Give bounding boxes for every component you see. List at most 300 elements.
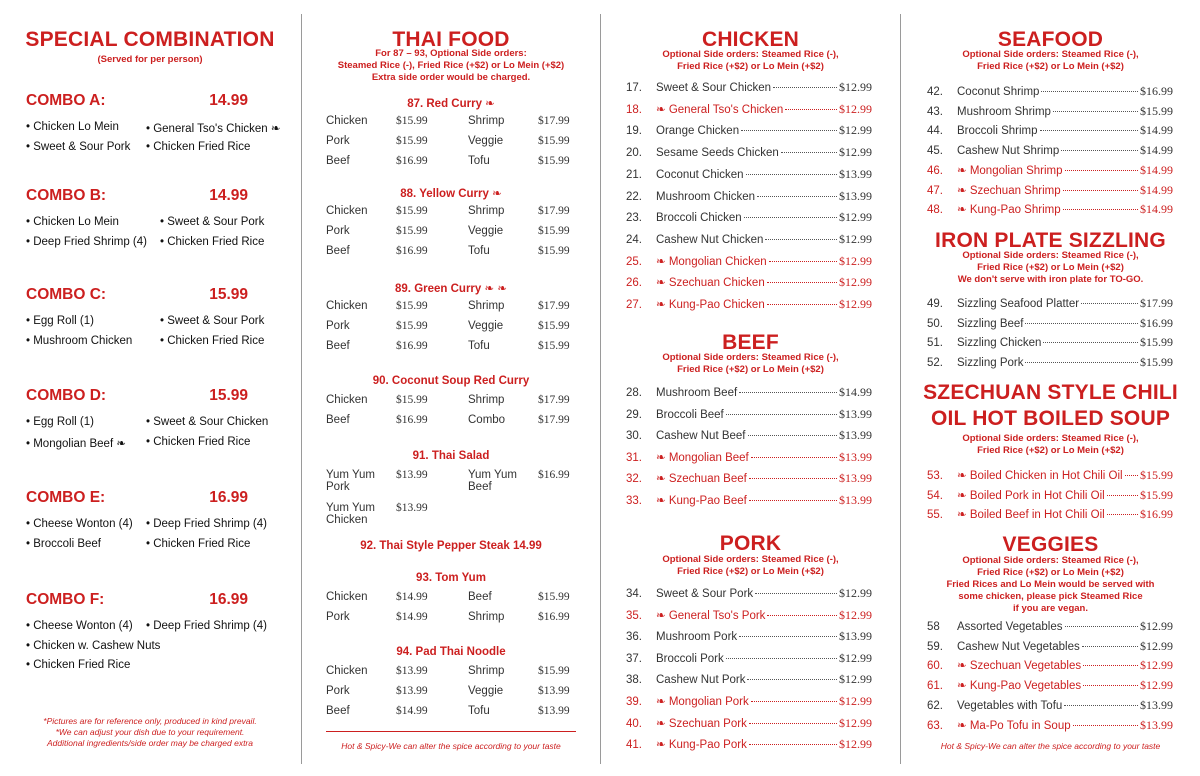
item-name: Orange Chicken bbox=[656, 125, 740, 138]
combo-item: • Mushroom Chicken bbox=[26, 334, 133, 347]
item-number: 53. bbox=[927, 470, 943, 482]
item-number: 52. bbox=[927, 357, 943, 370]
combo-name: COMBO C: bbox=[26, 286, 107, 303]
item-name: ❧ Mongolian Pork bbox=[656, 696, 749, 708]
menu-item-row bbox=[626, 608, 872, 624]
combo-footnote-line: Additional ingredients/side order may be charged extra bbox=[46, 738, 253, 748]
item-number: 17. bbox=[626, 82, 642, 94]
item-price: $16.99 bbox=[1140, 84, 1173, 98]
thai-item-name: Chicken bbox=[326, 115, 368, 127]
item-number: 61. bbox=[927, 680, 943, 693]
menu-item-row bbox=[626, 428, 872, 444]
item-number: 38. bbox=[626, 674, 642, 687]
menu-item-row bbox=[927, 355, 1173, 371]
item-price: $15.99 bbox=[1140, 487, 1173, 502]
item-number: 31. bbox=[626, 451, 642, 464]
item-name: Broccoli Pork bbox=[656, 652, 724, 665]
veggies-note bbox=[901, 555, 1200, 615]
combo-header bbox=[26, 591, 276, 609]
item-price: $12.99 bbox=[839, 253, 872, 268]
menu-item-row bbox=[927, 639, 1173, 655]
menu-item-row bbox=[927, 619, 1173, 635]
item-price: $12.99 bbox=[839, 231, 872, 246]
sizzling-note-line: Optional Side orders: Steamed Rice (-), bbox=[962, 250, 1139, 261]
item-number: 63. bbox=[927, 719, 943, 732]
item-name: ❧ Boiled Beef in Hot Chili Oil bbox=[957, 509, 1105, 521]
item-name: Mushroom Shrimp bbox=[957, 105, 1051, 118]
item-price: $13.99 bbox=[839, 629, 872, 644]
thai-item-name: Shrimp bbox=[468, 394, 505, 406]
dot-leader bbox=[1064, 705, 1138, 706]
menu-item-row bbox=[927, 183, 1173, 199]
thai-section-title: 91. Thai Salad bbox=[412, 450, 490, 462]
thai-note bbox=[302, 48, 600, 84]
item-number: 62. bbox=[927, 699, 943, 712]
item-price: $13.99 bbox=[839, 406, 872, 421]
menu-item-row bbox=[626, 80, 872, 96]
dot-leader bbox=[751, 457, 837, 458]
thai-item-name: Combo bbox=[468, 414, 506, 426]
item-number: 50. bbox=[927, 317, 943, 330]
thai-section-title: 92. Thai Style Pepper Steak 14.99 bbox=[360, 540, 542, 552]
thai-item-name: Yum Yum Beef bbox=[468, 469, 518, 493]
item-number: 36. bbox=[626, 631, 642, 644]
combo-item: • Chicken Lo Mein bbox=[26, 216, 119, 228]
veggies-note-line: Fried Rice (+$2) or Lo Mein (+$2) bbox=[977, 567, 1124, 578]
thai-item-price: $15.99 bbox=[396, 205, 428, 217]
thai-item-price: $15.99 bbox=[396, 225, 428, 237]
pork-note bbox=[601, 554, 900, 578]
item-price: $12.99 bbox=[1140, 678, 1173, 693]
dot-leader bbox=[1107, 495, 1138, 496]
dot-leader bbox=[1063, 209, 1138, 210]
combo-header bbox=[26, 286, 276, 304]
menu-item-row bbox=[927, 678, 1173, 694]
menu-item-row bbox=[626, 254, 872, 270]
thai-note-line: Extra side order would be charged. bbox=[371, 72, 531, 83]
thai-item-price: $13.99 bbox=[538, 705, 570, 717]
item-name: Broccoli Shrimp bbox=[957, 125, 1038, 138]
item-name: Cashew Nut Chicken bbox=[656, 233, 764, 246]
thai-item-name: Beef bbox=[468, 591, 492, 603]
thai-item-name: Shrimp bbox=[468, 115, 505, 127]
item-price: $13.99 bbox=[1140, 697, 1173, 712]
veggies-note-line: some chicken, please pick Steamed Rice bbox=[958, 591, 1143, 602]
item-number: 26. bbox=[626, 277, 642, 290]
menu-item-row bbox=[626, 450, 872, 466]
item-number: 60. bbox=[927, 660, 943, 673]
menu-item-row bbox=[927, 104, 1173, 120]
dot-leader bbox=[746, 174, 837, 175]
combo-item: • Chicken Fried Rice bbox=[160, 235, 265, 248]
item-name: ❧ Mongolian Shrimp bbox=[957, 164, 1063, 177]
thai-item-name: Pork bbox=[326, 225, 350, 237]
thai-item-name: Chicken bbox=[326, 591, 368, 603]
thai-hot-note: Hot & Spicy-We can alter the spice according to your taste bbox=[341, 741, 561, 751]
dot-leader bbox=[1063, 190, 1138, 191]
thai-section-title: 93. Tom Yum bbox=[416, 572, 486, 584]
combo-item: • Broccoli Beef bbox=[26, 537, 101, 550]
beef-note-line: Optional Side orders: Steamed Rice (-), bbox=[662, 352, 839, 363]
menu-item-row bbox=[927, 468, 1173, 484]
thai-item-price: $15.99 bbox=[538, 591, 570, 603]
combo-footnote-line: *We can adjust your dish due to your requirement. bbox=[55, 727, 245, 737]
item-name: ❧ Szechuan Pork bbox=[656, 717, 747, 730]
item-number: 46. bbox=[927, 164, 943, 177]
item-name: ❧ Ma-Po Tofu in Soup bbox=[957, 719, 1071, 732]
thai-item-name: Pork bbox=[326, 135, 350, 147]
combo-subtitle: (Served for per person) bbox=[97, 54, 203, 65]
dot-leader bbox=[785, 109, 837, 110]
veggies-note-line: if you are vegan. bbox=[1013, 603, 1088, 614]
thai-item-name: Pork bbox=[326, 320, 350, 332]
combo-item: • Chicken w. Cashew Nuts bbox=[26, 639, 161, 652]
thai-item-price: $15.99 bbox=[396, 300, 428, 312]
veggies-title: VEGGIES bbox=[1002, 533, 1099, 556]
thai-section-title: 87. Red Curry ❧ bbox=[407, 98, 495, 110]
item-price: $14.99 bbox=[1140, 123, 1173, 138]
veggies-note-line: Optional Side orders: Steamed Rice (-), bbox=[962, 555, 1139, 566]
dot-leader bbox=[749, 723, 837, 724]
item-number: 59. bbox=[927, 640, 943, 653]
combo-footnote bbox=[0, 716, 300, 749]
item-name: Assorted Vegetables bbox=[957, 621, 1063, 633]
combo-item: • Chicken Fried Rice bbox=[146, 435, 251, 448]
item-price: $16.99 bbox=[1140, 507, 1173, 521]
soup-note-line: Fried Rice (+$2) or Lo Mein (+$2) bbox=[977, 445, 1124, 456]
pork-note-line: Optional Side orders: Steamed Rice (-), bbox=[662, 554, 839, 565]
item-name: Cashew Nut Pork bbox=[656, 674, 746, 687]
menu-item-row bbox=[927, 718, 1173, 734]
thai-note-line: Steamed Rice (-), Fried Rice (+$2) or Lo Mein (+$2) bbox=[337, 60, 565, 71]
thai-item-price: $15.99 bbox=[538, 320, 570, 332]
item-number: 43. bbox=[927, 105, 943, 118]
dot-leader bbox=[773, 87, 837, 88]
combo-item: • General Tso's Chicken ❧ bbox=[146, 123, 281, 135]
menu-item-row bbox=[626, 651, 872, 667]
item-name: Sizzling Beef bbox=[957, 317, 1024, 330]
item-name: ❧ General Tso's Chicken bbox=[656, 103, 784, 116]
combo-price: 16.99 bbox=[209, 591, 248, 608]
dot-leader bbox=[1061, 150, 1138, 151]
item-name: ❧ Szechuan Shrimp bbox=[957, 184, 1061, 197]
dot-leader bbox=[747, 679, 837, 680]
combo-price: 14.99 bbox=[209, 92, 248, 109]
thai-item-name: Pork bbox=[326, 685, 350, 697]
item-price: $14.99 bbox=[1140, 202, 1173, 217]
item-name: ❧ Mongolian Chicken bbox=[656, 255, 767, 268]
item-price: $12.99 bbox=[1140, 619, 1173, 633]
menu-item-row bbox=[927, 488, 1173, 504]
dot-leader bbox=[739, 392, 837, 393]
menu-item-row bbox=[626, 672, 872, 688]
item-name: Sesame Seeds Chicken bbox=[656, 147, 779, 160]
combo-header bbox=[26, 92, 276, 110]
item-name: Cashew Nut Shrimp bbox=[957, 145, 1060, 158]
item-price: $16.99 bbox=[1140, 315, 1173, 330]
item-number: 33. bbox=[626, 494, 642, 507]
menu-item-row bbox=[626, 297, 872, 313]
item-number: 40. bbox=[626, 717, 642, 730]
item-price: $13.99 bbox=[1140, 717, 1173, 732]
item-number: 58 bbox=[927, 621, 940, 633]
item-price: $12.99 bbox=[839, 210, 872, 225]
combo-header bbox=[26, 187, 276, 205]
menu-item-row bbox=[626, 232, 872, 248]
thai-item-price: $16.99 bbox=[538, 611, 570, 623]
combo-item: • Sweet & Sour Pork bbox=[160, 216, 265, 228]
item-name: Sizzling Seafood Platter bbox=[957, 298, 1080, 310]
thai-item-price: $17.99 bbox=[538, 394, 570, 406]
thai-section-title: 89. Green Curry ❧ ❧ bbox=[395, 283, 507, 295]
thai-item-name: Shrimp bbox=[468, 205, 505, 217]
dot-leader bbox=[767, 282, 837, 283]
item-name: Mushroom Chicken bbox=[656, 190, 756, 203]
dot-leader bbox=[749, 500, 837, 501]
combo-item: • Cheese Wonton (4) bbox=[26, 518, 133, 530]
thai-item-name: Chicken bbox=[326, 665, 368, 677]
item-number: 21. bbox=[626, 168, 642, 181]
item-price: $12.99 bbox=[839, 607, 872, 622]
chicken-note bbox=[601, 49, 900, 73]
menu-item-row bbox=[927, 84, 1173, 100]
menu-item-row bbox=[626, 123, 872, 139]
item-name: ❧ Kung-Pao Chicken bbox=[656, 299, 765, 311]
item-number: 18. bbox=[626, 103, 642, 116]
pork-title: PORK bbox=[719, 532, 782, 555]
item-name: ❧ Szechuan Chicken bbox=[656, 277, 765, 290]
item-name: ❧ Kung-Pao Shrimp bbox=[957, 204, 1061, 217]
menu-item-row bbox=[927, 143, 1173, 159]
item-name: ❧ Boiled Pork in Hot Chili Oil bbox=[957, 489, 1105, 502]
veggies-note-line: Fried Rices and Lo Mein would be served with bbox=[946, 579, 1155, 590]
soup-title-line2: OIL HOT BOILED SOUP bbox=[930, 407, 1171, 430]
item-price: $12.99 bbox=[839, 737, 872, 752]
combo-item: • Mongolian Beef ❧ bbox=[26, 437, 126, 450]
menu-item-row bbox=[626, 189, 872, 205]
combo-item: • Chicken Fried Rice bbox=[146, 140, 251, 153]
dot-leader bbox=[1025, 323, 1138, 324]
item-number: 44. bbox=[927, 125, 943, 138]
beef-title: BEEF bbox=[722, 331, 779, 354]
thai-item-price: $14.99 bbox=[396, 705, 428, 717]
thai-item-price: $14.99 bbox=[396, 611, 428, 623]
menu-item-row bbox=[626, 167, 872, 183]
combo-column bbox=[0, 0, 300, 776]
item-price: $15.99 bbox=[1140, 103, 1173, 118]
item-name: Broccoli Chicken bbox=[656, 212, 742, 225]
thai-item-name: Chicken bbox=[326, 300, 368, 312]
thai-item-name: Chicken bbox=[326, 205, 368, 217]
item-name: ❧ Kung-Pao Vegetables bbox=[957, 680, 1082, 693]
seafood-note-line: Optional Side orders: Steamed Rice (-), bbox=[962, 49, 1139, 60]
thai-item-price: $15.99 bbox=[396, 135, 428, 147]
chicken-title: CHICKEN bbox=[701, 28, 800, 51]
thai-item-name: Tofu bbox=[468, 245, 490, 257]
item-number: 24. bbox=[626, 233, 642, 246]
meat-column bbox=[601, 0, 900, 776]
seafood-note bbox=[901, 49, 1200, 73]
item-price: $12.99 bbox=[839, 123, 872, 138]
beef-note-line: Fried Rice (+$2) or Lo Mein (+$2) bbox=[677, 364, 824, 375]
thai-item-name: Veggie bbox=[468, 320, 504, 332]
dot-leader bbox=[741, 130, 837, 131]
dot-leader bbox=[767, 304, 837, 305]
combo-name: COMBO F: bbox=[26, 591, 105, 608]
item-price: $12.99 bbox=[1140, 638, 1173, 653]
combo-item: • Deep Fried Shrimp (4) bbox=[146, 518, 267, 530]
chicken-note-line: Optional Side orders: Steamed Rice (-), bbox=[662, 49, 839, 60]
item-name: Sizzling Pork bbox=[957, 357, 1024, 370]
dot-leader bbox=[739, 636, 837, 637]
thai-item-price: $16.99 bbox=[396, 340, 428, 352]
dot-leader bbox=[749, 478, 837, 479]
menu-item-row bbox=[927, 335, 1173, 351]
item-price: $14.99 bbox=[1140, 162, 1173, 177]
thai-item-price: $16.99 bbox=[396, 155, 428, 167]
thai-item-price: $17.99 bbox=[538, 300, 570, 312]
dot-leader bbox=[1040, 130, 1138, 131]
item-price: $14.99 bbox=[839, 385, 872, 399]
thai-item-price: $13.99 bbox=[396, 685, 428, 697]
item-number: 23. bbox=[626, 212, 642, 225]
thai-item-name: Chicken bbox=[326, 394, 368, 406]
item-name: Vegetables with Tofu bbox=[957, 699, 1063, 712]
item-price: $12.99 bbox=[1140, 658, 1173, 673]
combo-item: • Sweet & Sour Chicken bbox=[146, 416, 269, 428]
combo-item: • Sweet & Sour Pork bbox=[160, 315, 265, 327]
menu-item-row bbox=[626, 716, 872, 732]
item-name: Coconut Chicken bbox=[656, 168, 744, 181]
combo-name: COMBO D: bbox=[26, 387, 107, 404]
item-price: $13.99 bbox=[839, 449, 872, 464]
item-number: 35. bbox=[626, 609, 642, 622]
item-number: 37. bbox=[626, 652, 642, 665]
item-price: $12.99 bbox=[839, 586, 872, 600]
dot-leader bbox=[751, 701, 837, 702]
item-price: $17.99 bbox=[1140, 296, 1173, 310]
menu-item-row bbox=[626, 493, 872, 509]
menu-item-row bbox=[626, 629, 872, 645]
menu-item-row bbox=[626, 275, 872, 291]
dot-leader bbox=[1073, 725, 1138, 726]
item-price: $13.99 bbox=[839, 428, 872, 442]
item-name: ❧ General Tso's Pork bbox=[656, 609, 766, 622]
dot-leader bbox=[1083, 665, 1138, 666]
dot-leader bbox=[1053, 111, 1138, 112]
combo-item: • Chicken Fried Rice bbox=[146, 537, 251, 550]
item-number: 19. bbox=[626, 125, 642, 138]
item-price: $14.99 bbox=[1140, 182, 1173, 197]
menu-item-row bbox=[626, 471, 872, 487]
dot-leader bbox=[1083, 685, 1138, 686]
item-number: 49. bbox=[927, 298, 943, 310]
item-price: $12.99 bbox=[839, 650, 872, 665]
item-name: Broccoli Beef bbox=[656, 408, 724, 421]
combo-name: COMBO B: bbox=[26, 187, 107, 204]
thai-item-name: Beef bbox=[326, 155, 350, 167]
item-name: Coconut Shrimp bbox=[957, 86, 1040, 98]
menu-item-row bbox=[626, 737, 872, 753]
dot-leader bbox=[1125, 475, 1138, 476]
menu-item-row bbox=[626, 586, 872, 602]
combo-title: SPECIAL COMBINATION bbox=[25, 28, 275, 51]
combo-name: COMBO E: bbox=[26, 489, 106, 506]
dot-leader bbox=[1107, 514, 1138, 515]
thai-item-name: Veggie bbox=[468, 135, 504, 147]
item-price: $12.99 bbox=[839, 275, 872, 290]
item-name: Sizzling Chicken bbox=[957, 337, 1042, 350]
item-number: 48. bbox=[927, 204, 943, 217]
item-price: $12.99 bbox=[839, 297, 872, 311]
dot-leader bbox=[769, 261, 837, 262]
dot-leader bbox=[744, 217, 837, 218]
dot-leader bbox=[781, 152, 837, 153]
combo-item: • Chicken Fried Rice bbox=[26, 659, 131, 671]
dot-leader bbox=[1082, 646, 1138, 647]
thai-item-name: Beef bbox=[326, 705, 350, 717]
chicken-note-line: Fried Rice (+$2) or Lo Mein (+$2) bbox=[677, 61, 824, 72]
dot-leader bbox=[755, 593, 837, 594]
thai-note-line: For 87 – 93, Optional Side orders: bbox=[375, 48, 527, 59]
other-column bbox=[901, 0, 1200, 776]
menu-item-row bbox=[927, 316, 1173, 332]
menu-item-row bbox=[927, 698, 1173, 714]
thai-item-price: $16.99 bbox=[396, 245, 428, 257]
combo-item: • Deep Fried Shrimp (4) bbox=[26, 235, 147, 248]
thai-item-name: Pork bbox=[326, 611, 350, 623]
item-name: Mushroom Pork bbox=[656, 631, 738, 644]
dot-leader bbox=[1041, 91, 1138, 92]
thai-item-name: Yum Yum Chicken bbox=[326, 502, 376, 526]
sizzling-note-line: We don't serve with iron plate for TO-GO. bbox=[957, 274, 1144, 285]
item-price: $15.99 bbox=[1140, 468, 1173, 482]
item-price: $12.99 bbox=[839, 715, 872, 730]
item-name: Mushroom Beef bbox=[656, 387, 738, 399]
item-price: $12.99 bbox=[839, 694, 872, 708]
menu-item-row bbox=[626, 385, 872, 401]
thai-item-price: $15.99 bbox=[396, 320, 428, 332]
item-price: $12.99 bbox=[839, 145, 872, 160]
combo-item: • Deep Fried Shrimp (4) bbox=[146, 620, 267, 632]
item-number: 55. bbox=[927, 509, 943, 521]
combo-price: 14.99 bbox=[209, 187, 248, 204]
item-price: $15.99 bbox=[1140, 355, 1173, 370]
thai-item-price: $15.99 bbox=[538, 245, 570, 257]
thai-item-price: $15.99 bbox=[396, 115, 428, 127]
combo-item: • Cheese Wonton (4) bbox=[26, 620, 133, 632]
item-price: $14.99 bbox=[1140, 143, 1173, 158]
dot-leader bbox=[1065, 626, 1139, 627]
dot-leader bbox=[767, 615, 837, 616]
menu-item-row bbox=[626, 210, 872, 226]
item-number: 29. bbox=[626, 408, 642, 421]
soup-note-line: Optional Side orders: Steamed Rice (-), bbox=[962, 433, 1139, 444]
thai-item-name: Shrimp bbox=[468, 300, 505, 312]
menu-item-row bbox=[927, 163, 1173, 179]
item-price: $13.99 bbox=[839, 188, 872, 203]
combo-item: • Chicken Lo Mein bbox=[26, 121, 119, 133]
menu-item-row bbox=[927, 296, 1173, 312]
item-name: Sweet & Sour Pork bbox=[656, 588, 754, 600]
item-number: 32. bbox=[626, 473, 642, 485]
beef-note bbox=[601, 352, 900, 376]
dot-leader bbox=[765, 239, 837, 240]
dot-leader bbox=[726, 658, 837, 659]
sizzling-note-line: Fried Rice (+$2) or Lo Mein (+$2) bbox=[977, 262, 1124, 273]
menu-item-row bbox=[927, 658, 1173, 674]
item-price: $13.99 bbox=[839, 166, 872, 181]
